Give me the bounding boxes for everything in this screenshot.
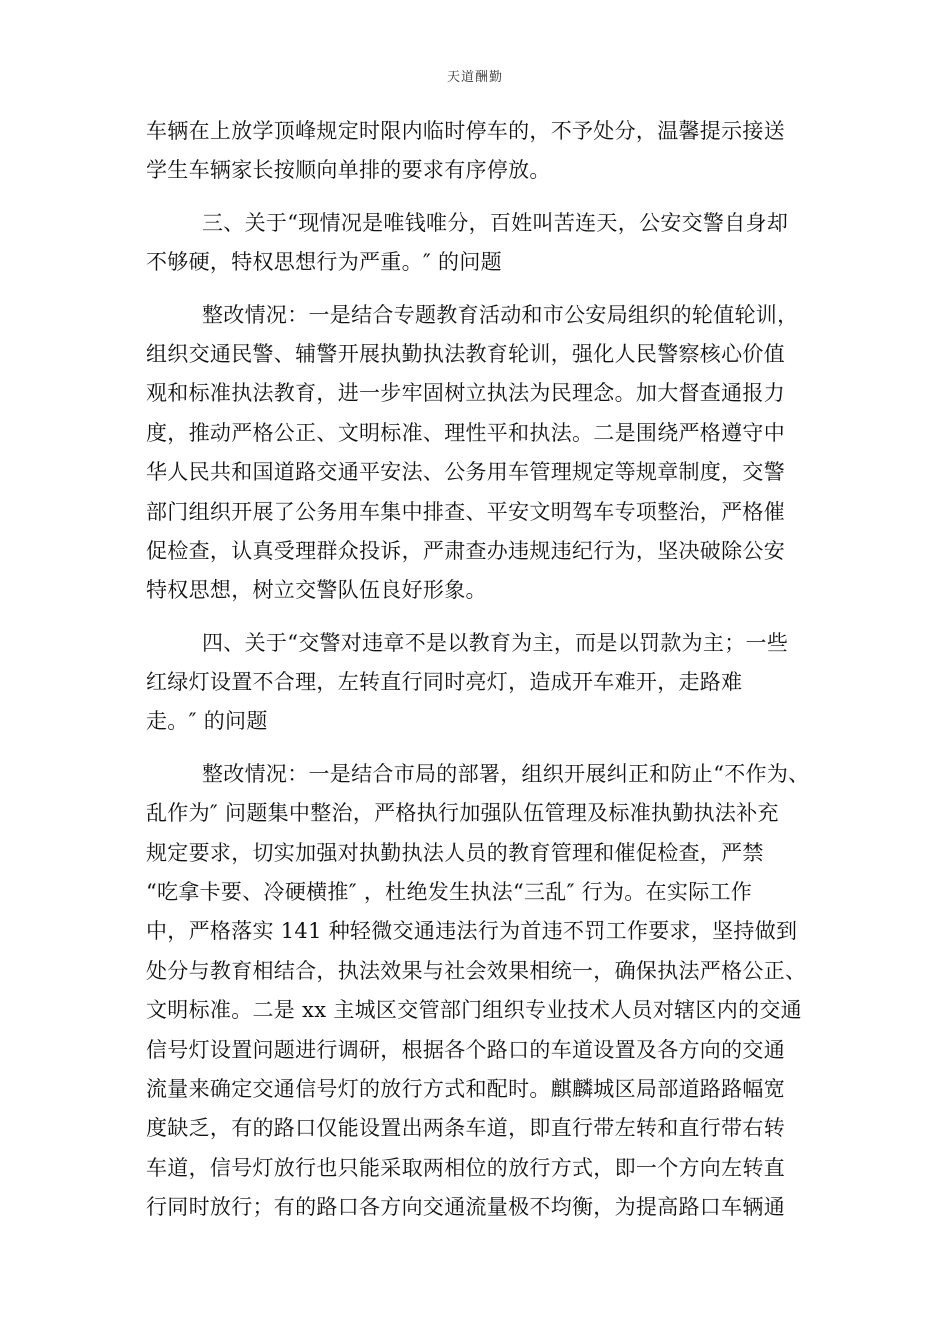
text-line: “吃拿卡要、冷硬横推″ ，杜绝发生执法“三乱″ 行为。在实际工作 xyxy=(146,880,753,905)
text-line: 整改情况：一是结合专题教育活动和市公安局组织的轮值轮训， xyxy=(202,302,799,327)
text-line: 促检查，认真受理群众投诉，严肃查办违规违纪行为，坚决破除公安 xyxy=(146,538,785,563)
text-line: 车辆在上放学顶峰规定时限内临时停车的，不予处分，温馨提示接送 xyxy=(146,119,785,143)
section-three-heading xyxy=(146,204,806,283)
section-four-rectification xyxy=(146,755,810,1228)
text-line: 走。″ 的问题 xyxy=(146,709,268,734)
section-three-rectification xyxy=(146,296,806,611)
text-line: 中，严格落实 141 种轻微交通违法行为首违不罚工作要求，坚持做到 xyxy=(146,919,798,944)
paragraph-continuation xyxy=(146,112,806,191)
text-line: 处分与教育相结合，执法效果与社会效果相统一，确保执法严格公正、 xyxy=(146,958,807,983)
text-line: 行同时放行；有的路口各方向交通流量极不均衡，为提高路口车辆通 xyxy=(146,1195,785,1220)
text-line: 文明标准。二是 xx 主城区交管部门组织专业技术人员对辖区内的交通 xyxy=(146,998,802,1023)
text-line: 度缺乏，有的路口仅能设置出两条车道，即直行带左转和直行带右转 xyxy=(146,1116,785,1141)
text-line: 三、关于“现情况是唯钱唯分，百姓叫苦连天，公安交警自身却 xyxy=(202,210,789,235)
text-line: 流量来确定交通信号灯的放行方式和配时。麒麟城区局部道路路幅宽 xyxy=(146,1076,785,1101)
section-four-heading xyxy=(146,624,806,742)
text-line: 整改情况：一是结合市局的部署，组织开展纠正和防止“不作为、 xyxy=(202,761,810,786)
text-line: 特权思想，树立交警队伍良好形象。 xyxy=(146,578,487,603)
text-line: 部门组织开展了公务用车集中排查、平安文明驾车专项整治，严格催 xyxy=(146,499,785,524)
text-line: 不够硬，特权思想行为严重。″ 的问题 xyxy=(146,250,502,275)
text-line: 红绿灯设置不合理，左转直行同时亮灯，造成开车难开，走路难 xyxy=(146,670,743,695)
document-body xyxy=(146,112,810,1228)
text-line: 车道，信号灯放行也只能采取两相位的放行方式，即一个方向左转直 xyxy=(146,1155,785,1180)
text-line: 观和标准执法教育，进一步牢固树立执法为民理念。加大督查通报力 xyxy=(146,381,785,406)
text-line: 规定要求，切实加强对执勤执法人员的教育管理和催促检查，严禁 xyxy=(146,840,764,865)
text-line: 学生车辆家长按顺向单排的要求有序停放。 xyxy=(146,158,551,183)
page-header: 天道酬勤 xyxy=(446,70,503,85)
text-line: 华人民共和国道路交通平安法、公务用车管理规定等规章制度，交警 xyxy=(146,460,785,485)
text-line: 信号灯设置问题进行调研，根据各个路口的车道设置及各方向的交通 xyxy=(146,1037,785,1062)
text-line: 组织交通民警、辅警开展执勤执法教育轮训，强化人民警察核心价值 xyxy=(146,341,785,366)
text-line: 乱作为″ 问题集中整治，严格执行加强队伍管理及标准执勤执法补充 xyxy=(146,801,779,826)
text-line: 四、关于“交警对违章不是以教育为主，而是以罚款为主；一些 xyxy=(202,630,789,655)
text-line: 度，推动严格公正、文明标准、理性平和执法。二是围绕严格遵守中 xyxy=(146,420,785,445)
